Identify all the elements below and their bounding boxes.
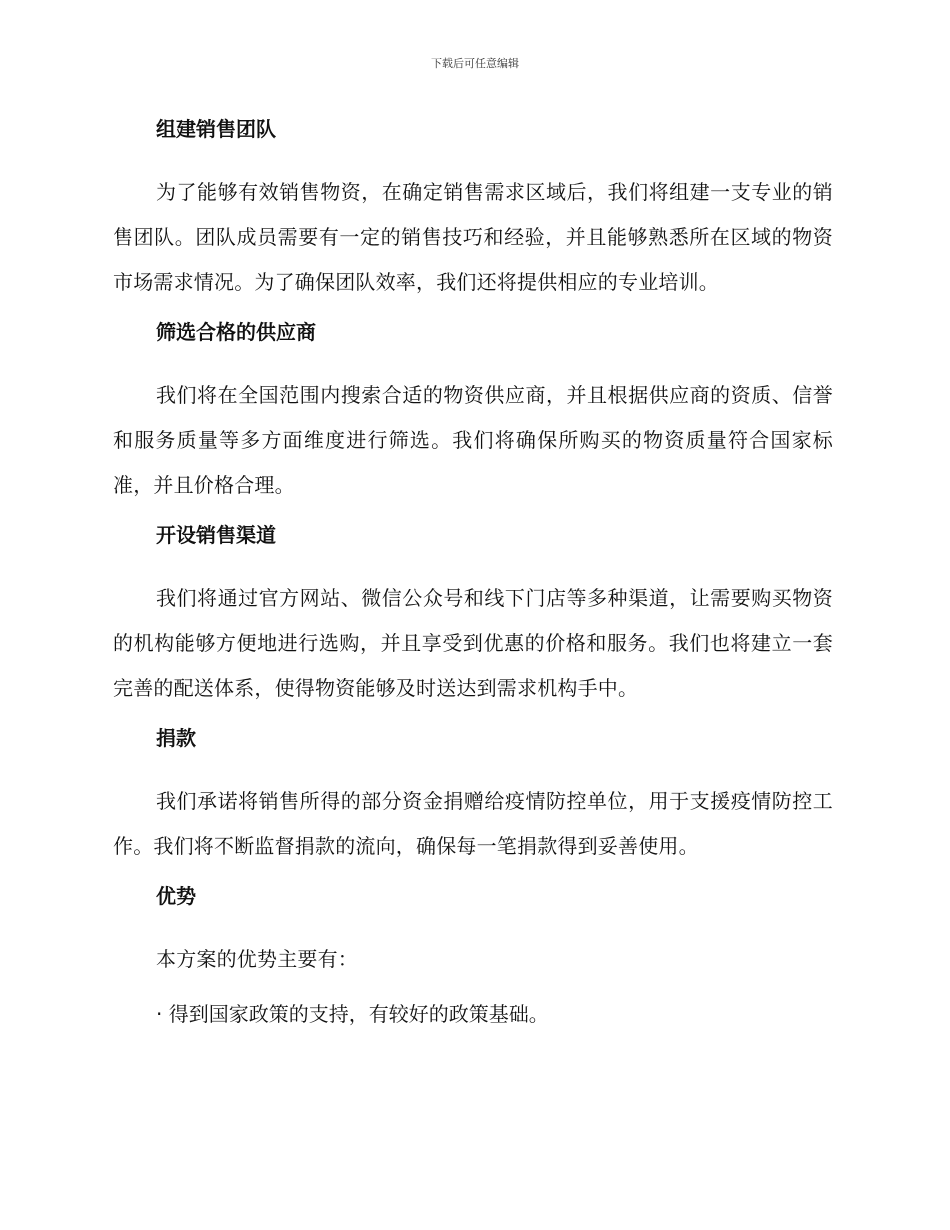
section-heading: 开设销售渠道 xyxy=(156,523,276,547)
section-paragraph: 为了能够有效销售物资，在确定销售需求区域后，我们将组建一支专业的销售团队。团队成员需要有一定的销售技巧和经验，并且能够熟悉所在区域的物资市场需求情况。为了确保团队效率，我们还将提供相应的专业培训。 xyxy=(113,180,833,294)
section-paragraph: 我们将通过官方网站、微信公众号和线下门店等多种渠道，让需要购买物资的机构能够方便地进行选购，并且享受到优惠的价格和服务。我们也将建立一套完善的配送体系，使得物资能够及时送达到需求机构手中。 xyxy=(113,586,833,700)
section-heading: 优势 xyxy=(156,884,196,908)
document-body xyxy=(113,112,833,1037)
section-heading: 捐款 xyxy=(156,726,196,750)
section-paragraph: 我们承诺将销售所得的部分资金捐赠给疫情防控单位，用于支援疫情防控工作。我们将不断监督捐款的流向，确保每一笔捐款得到妥善使用。 xyxy=(113,789,833,858)
bullet-item: · 得到国家政策的支持，有较好的政策基础。 xyxy=(156,1002,549,1026)
section-heading: 筛选合格的供应商 xyxy=(156,320,316,344)
section-paragraph: 本方案的优势主要有： xyxy=(156,947,358,971)
section-paragraph: 我们将在全国范围内搜索合适的物资供应商，并且根据供应商的资质、信誉和服务质量等多方面维度进行筛选。我们将确保所购买的物资质量符合国家标准，并且价格合理。 xyxy=(113,383,833,497)
header-note: 下载后可任意编辑 xyxy=(431,57,519,70)
section-heading: 组建销售团队 xyxy=(156,117,276,141)
